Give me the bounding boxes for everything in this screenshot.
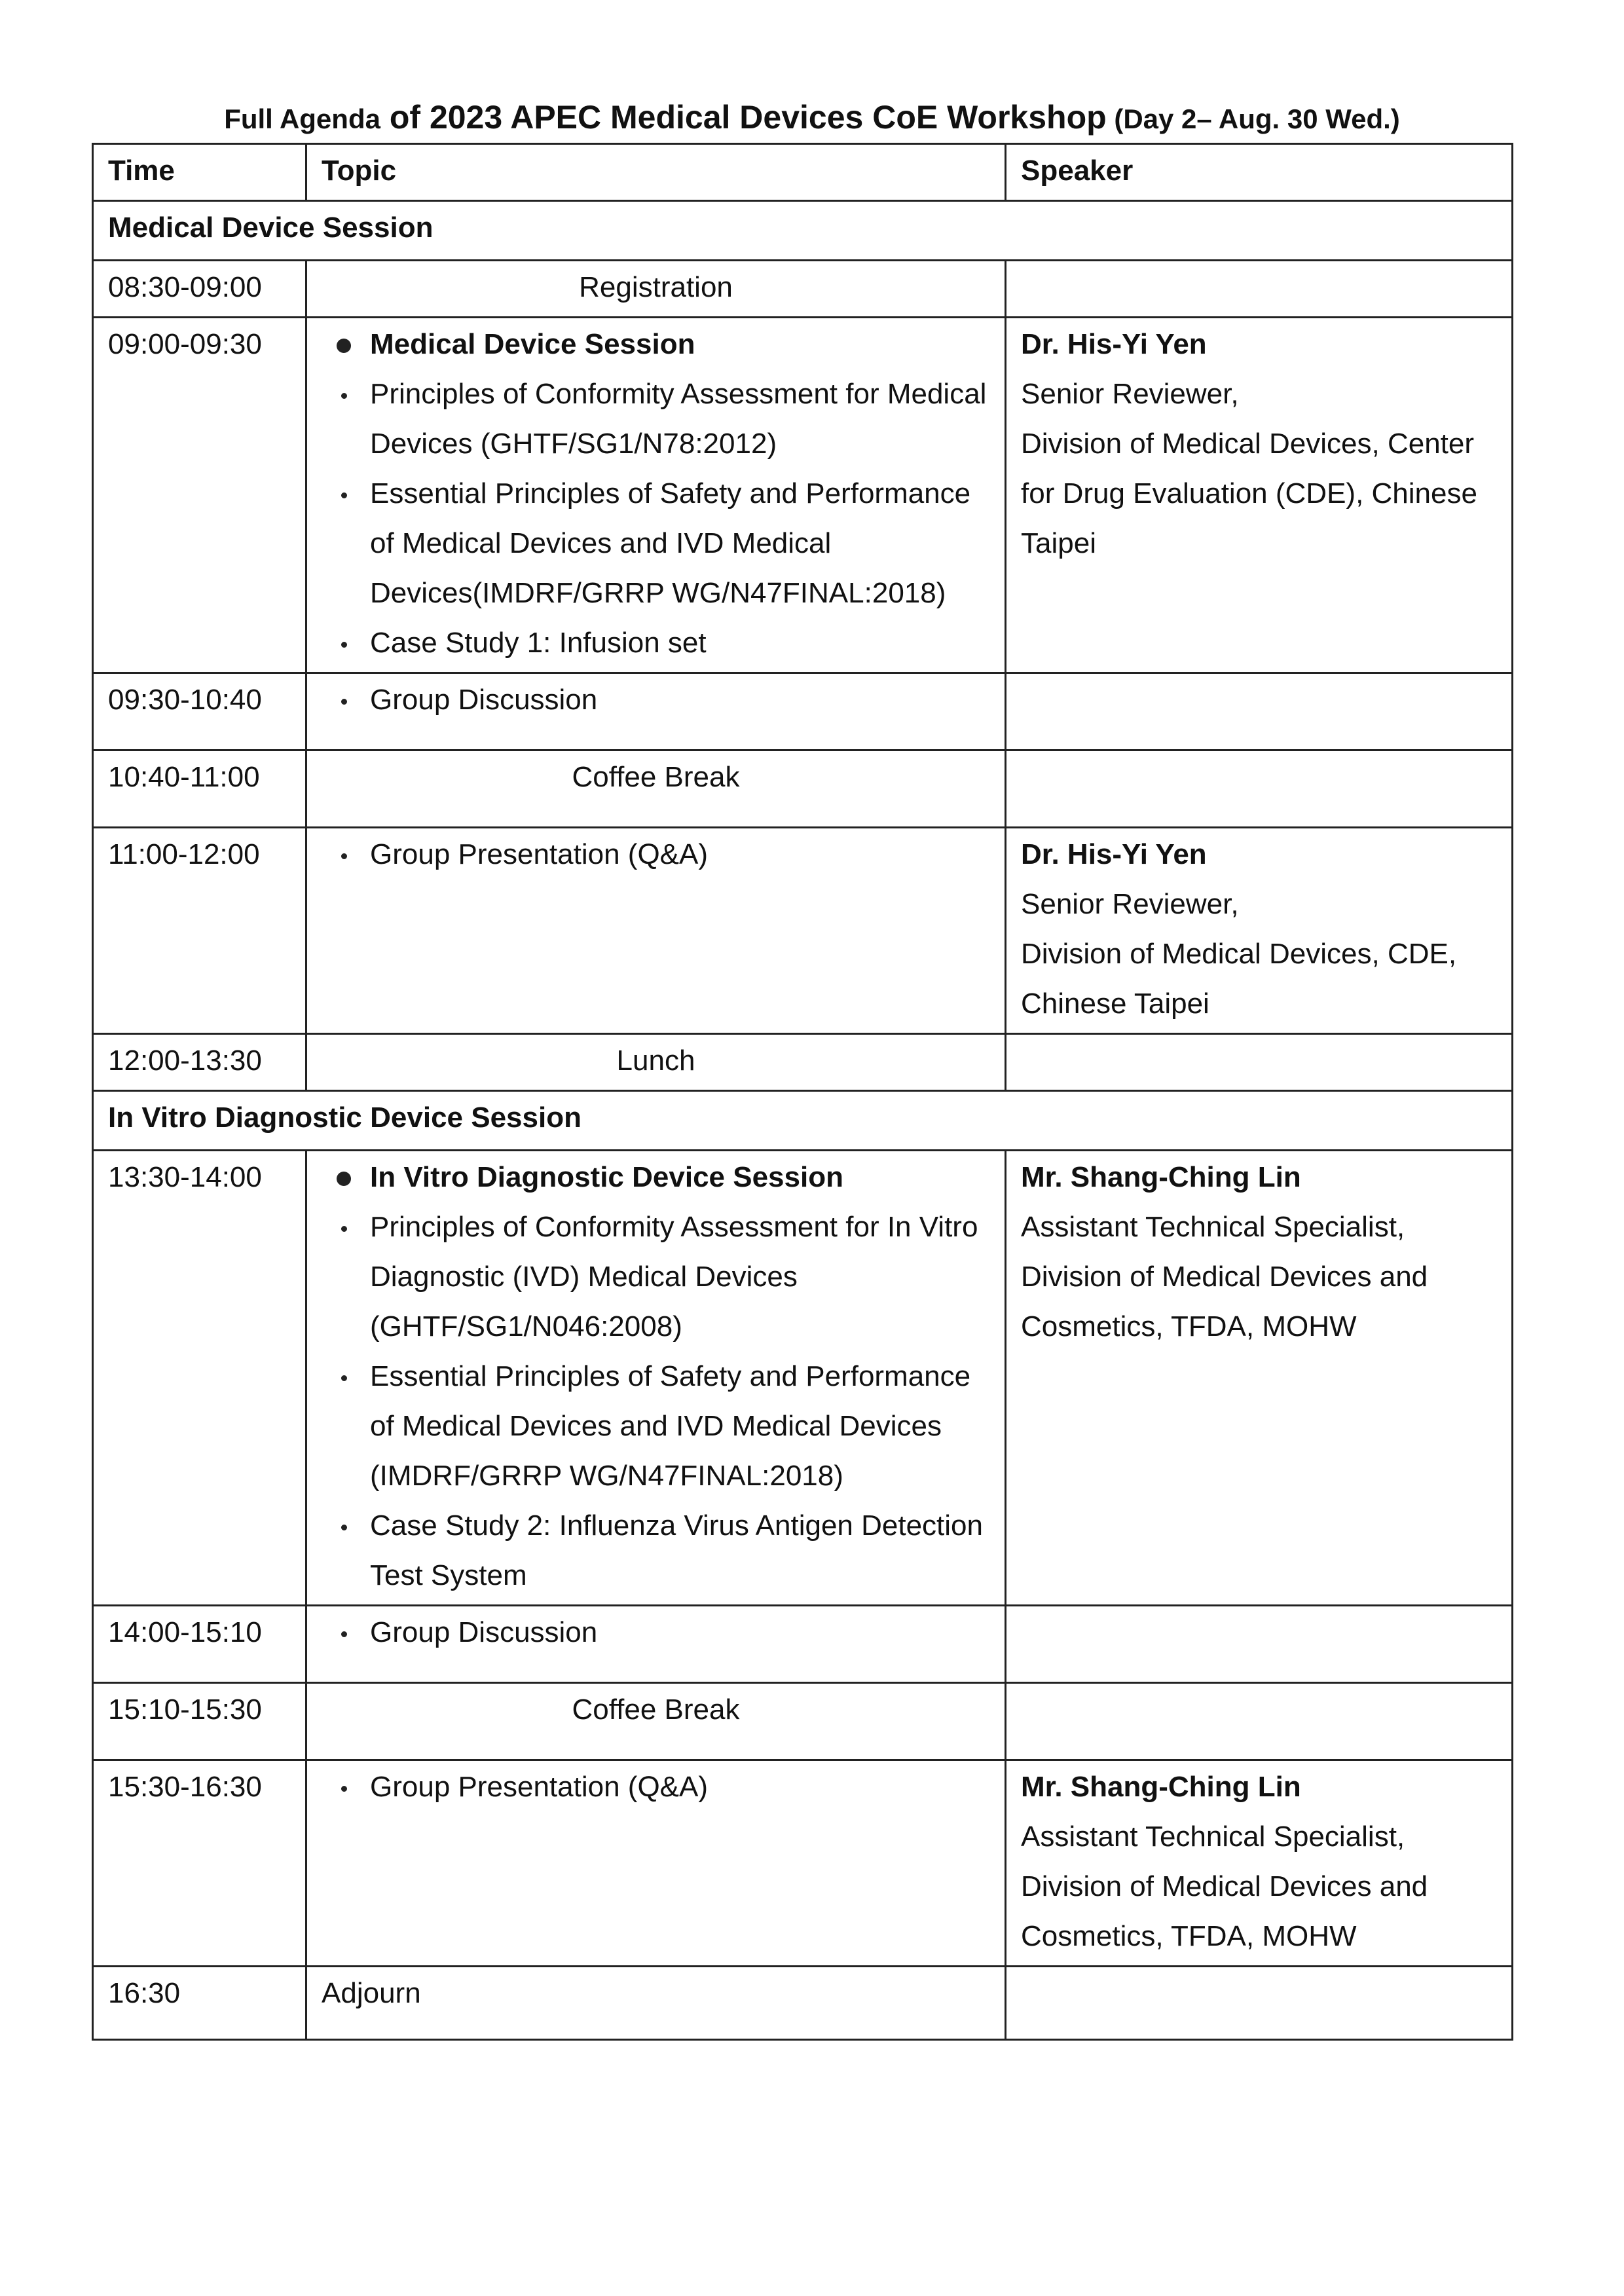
row-time: 16:30 [93,1967,306,2040]
row-time: 13:30-14:00 [93,1151,306,1606]
speaker-name: Mr. Shang-Ching Lin [1021,1161,1301,1193]
table-row [93,261,1513,318]
row-time: 09:30-10:40 [93,673,306,750]
list-item: Essential Principles of Safety and Performance of Medical Devices and IVD Medical Devices (IMDRF/GRRP WG/N47FINAL:2018) [322,1352,990,1501]
row-speaker-empty [1006,1683,1513,1760]
title-part-date: (Day 2– Aug. 30 Wed.) [1106,103,1400,134]
header-time: Time [93,144,306,201]
bullet-icon [341,853,347,859]
table-row [93,1151,1513,1606]
table-row [93,1683,1513,1760]
table-row [93,750,1513,828]
header-topic: Topic [306,144,1006,201]
row-topic [306,828,1006,1034]
header-speaker: Speaker [1006,144,1513,201]
row-topic [306,1151,1006,1606]
table-row [93,828,1513,1034]
table-row [93,1760,1513,1967]
table-row [93,673,1513,750]
row-speaker-empty [1006,750,1513,828]
speaker-org: Division of Medical Devices and Cosmetics, TFDA, MOHW [1021,1261,1428,1342]
list-item: Group Presentation (Q&A) [322,1762,990,1812]
speaker-name: Dr. His-Yi Yen [1021,328,1207,360]
list-item: Group Presentation (Q&A) [322,830,990,880]
bullet-icon [341,492,347,498]
row-topic: Coffee Break [306,1683,1006,1760]
row-topic: Coffee Break [306,750,1006,828]
table-row [93,1606,1513,1683]
session-row-ivd [93,1091,1513,1151]
session-row-medical [93,201,1513,261]
list-item: Case Study 2: Influenza Virus Antigen Detection Test System [322,1501,990,1601]
list-item: Case Study 1: Infusion set [322,618,990,668]
speaker-org: Division of Medical Devices, CDE, Chinese Taipei [1021,938,1457,1020]
title-part-workshop: of 2023 APEC Medical Devices CoE Workshop [380,99,1107,136]
row-speaker-empty [1006,1606,1513,1683]
session-title-medical: Medical Device Session [93,201,1513,261]
row-topic: Registration [306,261,1006,318]
row-time: 15:10-15:30 [93,1683,306,1760]
row-topic: Lunch [306,1034,1006,1091]
row-topic [306,673,1006,750]
row-speaker [1006,318,1513,673]
bullet-icon [337,1172,351,1186]
list-item: Principles of Conformity Assessment for Medical Devices (GHTF/SG1/N78:2012) [322,369,990,469]
row-time: 15:30-16:30 [93,1760,306,1967]
list-item: Principles of Conformity Assessment for In Vitro Diagnostic (IVD) Medical Devices (GHTF/SG1/N046:2008) [322,1202,990,1352]
list-item: Group Discussion [322,675,990,725]
bullet-icon [341,699,347,705]
topic-list [322,1153,990,1601]
row-time: 08:30-09:00 [93,261,306,318]
bullet-icon [341,393,347,399]
row-topic [306,1606,1006,1683]
row-speaker [1006,1760,1513,1967]
row-topic: Adjourn [306,1967,1006,2040]
row-time: 09:00-09:30 [93,318,306,673]
row-speaker-empty [1006,673,1513,750]
title-part-full-agenda: Full Agenda [224,103,380,134]
bullet-icon [341,1631,347,1637]
table-row [93,1034,1513,1091]
speaker-title: Senior Reviewer, [1021,378,1239,410]
speaker-title: Assistant Technical Specialist, [1021,1821,1405,1853]
speaker-org: Division of Medical Devices, Center for Drug Evaluation (CDE), Chinese Taipei [1021,428,1477,559]
row-speaker-empty [1006,261,1513,318]
row-time: 14:00-15:10 [93,1606,306,1683]
session-title-ivd: In Vitro Diagnostic Device Session [93,1091,1513,1151]
bullet-icon [337,339,351,353]
speaker-title: Assistant Technical Specialist, [1021,1211,1405,1243]
row-speaker [1006,1151,1513,1606]
agenda-table [92,143,1513,2041]
speaker-org: Division of Medical Devices and Cosmetics, TFDA, MOHW [1021,1870,1428,1952]
topic-list [322,320,990,668]
speaker-name: Dr. His-Yi Yen [1021,838,1207,870]
header-row [93,144,1513,201]
row-topic [306,1760,1006,1967]
bullet-icon [341,1375,347,1381]
row-time: 11:00-12:00 [93,828,306,1034]
list-item: Group Discussion [322,1608,990,1657]
table-row [93,318,1513,673]
agenda-title [0,98,1624,136]
speaker-name: Mr. Shang-Ching Lin [1021,1771,1301,1803]
bullet-icon [341,1786,347,1792]
bullet-icon [341,642,347,648]
table-row [93,1967,1513,2040]
row-speaker-empty [1006,1967,1513,2040]
row-speaker-empty [1006,1034,1513,1091]
bullet-icon [341,1525,347,1530]
list-item: Medical Device Session [322,320,990,369]
row-time: 12:00-13:30 [93,1034,306,1091]
bullet-icon [341,1226,347,1232]
row-topic [306,318,1006,673]
speaker-title: Senior Reviewer, [1021,888,1239,920]
row-time: 10:40-11:00 [93,750,306,828]
list-item: Essential Principles of Safety and Performance of Medical Devices and IVD Medical Devices(IMDRF/GRRP WG/N47FINAL:2018) [322,469,990,618]
list-item: In Vitro Diagnostic Device Session [322,1153,990,1202]
row-speaker [1006,828,1513,1034]
